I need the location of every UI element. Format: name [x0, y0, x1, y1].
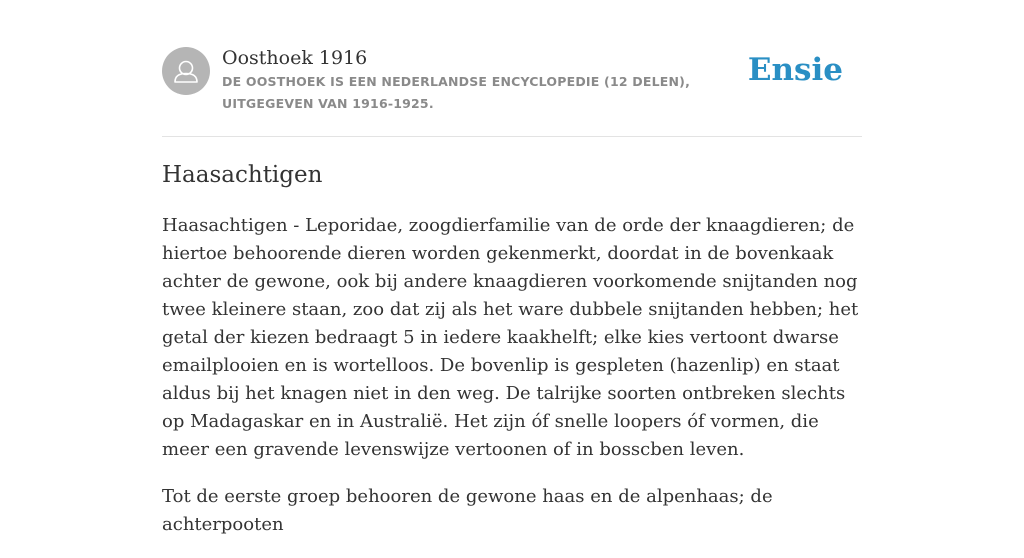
article-title: Haasachtigen — [162, 162, 323, 188]
user-icon — [162, 47, 210, 95]
article-paragraph: Haasachtigen - Leporidae, zoogdierfamilie van de orde der knaagdieren; de hiertoe behoorende dieren worden gekenmerkt, doordat in de bovenkaak achter de gewone, ook bij andere knaagdieren voorkomende snijtanden nog twee kleinere staan, zoo dat zij als het ware dubbele snijtanden hebben; het getal der kiezen bedraagt 5 in iedere kaakhelft; elke kies vertoont dwarse emailplooien en is wortelloos. De bovenlip is gespleten (hazenlip) en staat aldus bij het knagen niet in den weg. De talrijke soorten ontbreken slechts op Madagaskar en in Australië. Het zijn óf snelle loopers óf vormen, die meer een gravende levenswijze vertoonen of in bosscben leven. — [162, 215, 859, 460]
source-info — [222, 45, 762, 115]
source-description: DE OOSTHOEK IS EEN NEDERLANDSE ENCYCLOPEDIE (12 DELEN), UITGEGEVEN VAN 1916-1925. — [222, 74, 691, 111]
article-body — [162, 212, 862, 558]
ensie-logo-link[interactable]: Ensie — [747, 52, 843, 88]
source-avatar[interactable] — [162, 47, 210, 95]
page-container — [162, 0, 862, 535]
source-title[interactable]: Oosthoek 1916 — [222, 47, 368, 69]
article-paragraph: Tot de eerste groep behooren de gewone haas en de alpenhaas; de achterpooten — [162, 486, 773, 535]
source-header — [162, 0, 862, 137]
